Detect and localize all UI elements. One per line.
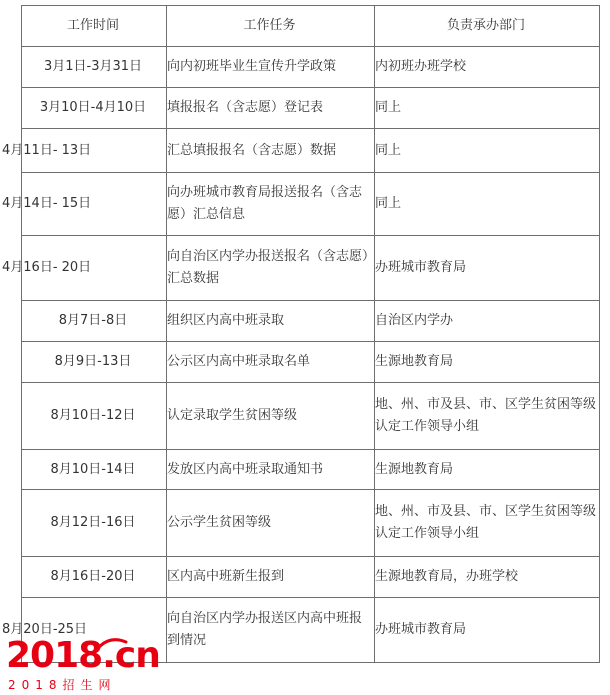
time-cell: 8月9日-13日 — [22, 342, 167, 383]
time-cell — [2, 598, 167, 663]
dept-cell: 同上 — [375, 129, 600, 173]
watermark-main-text: 2018.cn — [6, 635, 160, 676]
time-cell: 8月10日-12日 — [22, 383, 167, 450]
header-task: 工作任务 — [167, 6, 375, 47]
table-row — [22, 598, 600, 663]
task-cell: 发放区内高中班录取通知书 — [167, 450, 375, 490]
dept-cell: 同上 — [375, 173, 600, 236]
header-dept: 负责承办部门 — [375, 6, 600, 47]
table-row — [22, 342, 600, 383]
schedule-table — [2, 5, 600, 663]
task-cell: 向自治区内学办报送报名（含志愿）汇总数据 — [167, 236, 375, 301]
time-cell — [2, 173, 167, 236]
table-row — [22, 47, 600, 88]
time-cell: 8月12日-16日 — [22, 490, 167, 557]
table-row — [22, 301, 600, 342]
dept-cell: 地、州、市及县、市、区学生贫困等级认定工作领导小组 — [375, 490, 600, 557]
time-cell: 8月7日-8日 — [22, 301, 167, 342]
task-cell: 组织区内高中班录取 — [167, 301, 375, 342]
task-cell: 填报报名（含志愿）登记表 — [167, 88, 375, 129]
dept-cell: 地、州、市及县、市、区学生贫困等级认定工作领导小组 — [375, 383, 600, 450]
watermark-sub-text: 2018招生网 — [8, 678, 117, 692]
task-cell: 汇总填报报名（含志愿）数据 — [167, 129, 375, 173]
dept-cell: 同上 — [375, 88, 600, 129]
time-cell — [2, 236, 167, 301]
time-text: 8月20日-25日 — [2, 622, 88, 637]
table-row — [22, 173, 600, 236]
time-cell: 8月16日-20日 — [22, 557, 167, 598]
table-row — [22, 450, 600, 490]
table-row — [22, 383, 600, 450]
dept-cell: 内初班办班学校 — [375, 47, 600, 88]
time-cell: 3月10日-4月10日 — [22, 88, 167, 129]
table-row — [22, 236, 600, 301]
table-header-row — [22, 6, 600, 47]
time-cell — [2, 129, 167, 173]
dept-cell: 自治区内学办 — [375, 301, 600, 342]
table-row — [22, 490, 600, 557]
time-cell: 8月10日-14日 — [22, 450, 167, 490]
dept-cell: 生源地教育局 — [375, 342, 600, 383]
task-cell: 向办班城市教育局报送报名（含志愿）汇总信息 — [167, 173, 375, 236]
task-cell: 公示学生贫困等级 — [167, 490, 375, 557]
task-cell: 向内初班毕业生宣传升学政策 — [167, 47, 375, 88]
time-text: 4月14日- 15日 — [2, 196, 92, 211]
header-time: 工作时间 — [22, 6, 167, 47]
time-cell: 3月1日-3月31日 — [22, 47, 167, 88]
time-text: 4月11日- 13日 — [2, 142, 92, 158]
table-row — [22, 88, 600, 129]
table-row — [22, 557, 600, 598]
task-cell: 公示区内高中班录取名单 — [167, 342, 375, 383]
time-text: 4月16日- 20日 — [2, 260, 92, 275]
dept-cell: 生源地教育局，办班学校 — [375, 557, 600, 598]
task-cell: 向自治区内学办报送区内高中班报到情况 — [167, 598, 375, 663]
dept-cell: 办班城市教育局 — [375, 236, 600, 301]
dept-cell: 生源地教育局 — [375, 450, 600, 490]
table-row — [22, 129, 600, 173]
dept-cell: 办班城市教育局 — [375, 598, 600, 663]
task-cell: 认定录取学生贫困等级 — [167, 383, 375, 450]
task-cell: 区内高中班新生报到 — [167, 557, 375, 598]
